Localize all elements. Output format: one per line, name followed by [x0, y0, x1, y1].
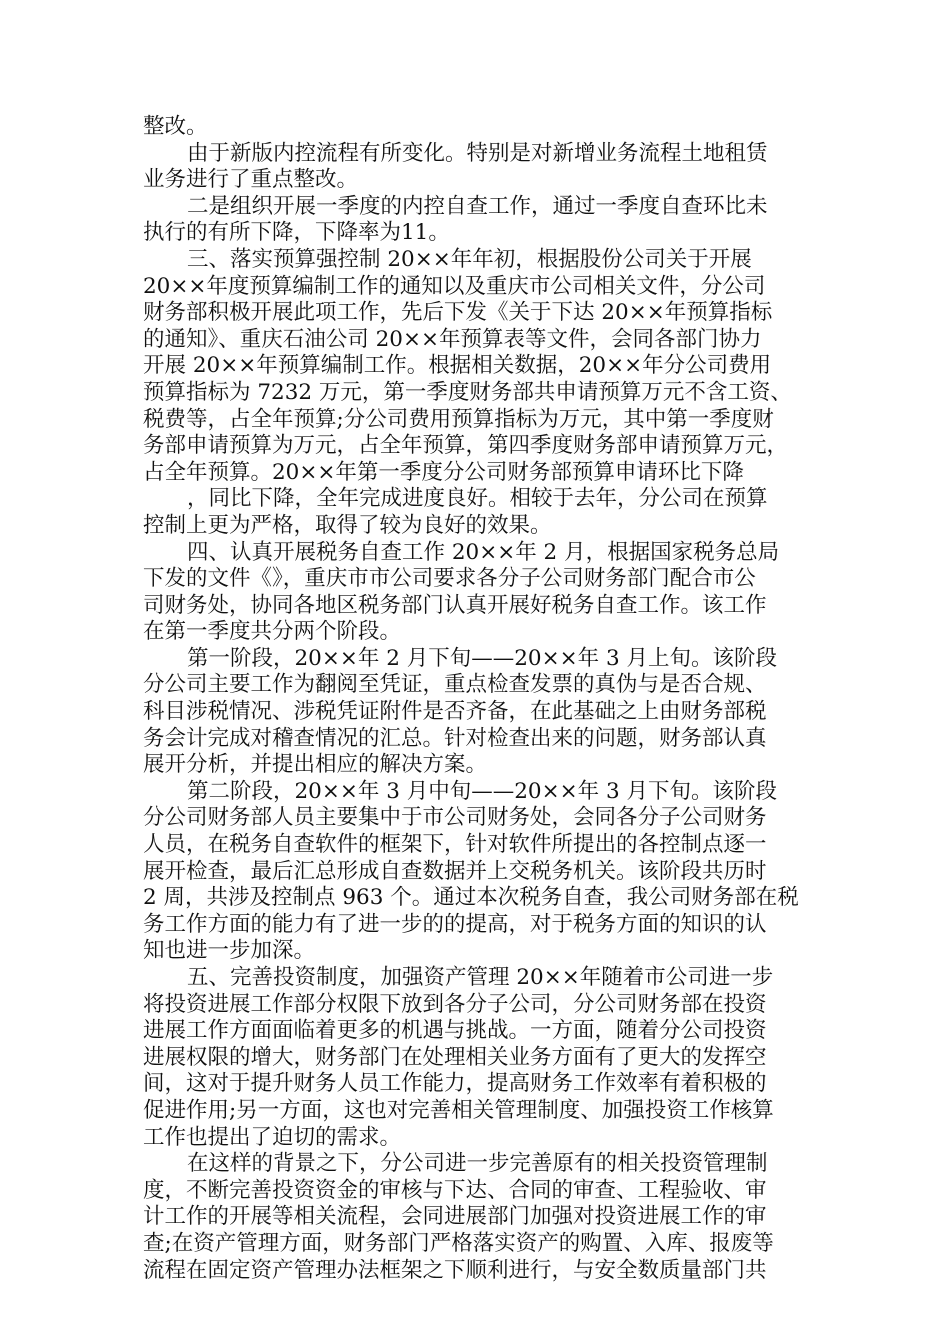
text-line: 下发的文件《》，重庆市市公司要求各分子公司财务部门配合市公 [143, 566, 756, 592]
text-line: 第二阶段，20××年 3 月中旬——20××年 3 月下旬。该阶段 [187, 778, 777, 804]
text-line: 展开检查，最后汇总形成自查数据并上交税务机关。该阶段共历时 [143, 858, 767, 884]
text-line: 进展权限的增大，财务部门在处理相关业务方面有了更大的发挥空 [143, 1044, 767, 1070]
text-line: 间，这对于提升财务人员工作能力，提高财务工作效率有着积极的 [143, 1071, 767, 1097]
text-line: 分公司财务部人员主要集中于市公司财务处，会同各分子公司财务 [143, 805, 767, 831]
text-line: 查;在资产管理方面，财务部门严格落实资产的购置、入库、报废等 [143, 1230, 774, 1256]
text-line: 科目涉税情况、涉税凭证附件是否齐备，在此基础之上由财务部税 [143, 699, 767, 725]
text-line: 财务部积极开展此项工作，先后下发《关于下达 20××年预算指标 [143, 300, 773, 326]
text-line: 促进作用;另一方面，这也对完善相关管理制度、加强投资工作核算 [143, 1097, 774, 1123]
text-line: 由于新版内控流程有所变化。特别是对新增业务流程土地租赁 [187, 140, 768, 166]
text-line: 二是组织开展一季度的内控自查工作，通过一季度自查环比未 [187, 193, 768, 219]
text-line: 务部申请预算为万元，占全年预算，第四季度财务部申请预算万元， [143, 433, 789, 459]
text-line: 度，不断完善投资资金的审核与下达、合同的审查、工程验收、审 [143, 1177, 767, 1203]
text-line: 工作也提出了迫切的需求。 [143, 1124, 402, 1150]
text-line: 开展 20××年预算编制工作。根据相关数据，20××年分公司费用 [143, 353, 772, 379]
text-line: 执行的有所下降，下降率为11。 [143, 220, 450, 246]
text-line: 进展工作方面面临着更多的机遇与挑战。一方面，随着分公司投资 [143, 1018, 767, 1044]
text-line: 展开分析，并提出相应的解决方案。 [143, 752, 488, 778]
text-line: 五、完善投资制度，加强资产管理 20××年随着市公司进一步 [187, 965, 774, 990]
text-line: 整改。 [143, 114, 208, 139]
text-line: 业务进行了重点整改。 [143, 167, 359, 193]
text-line: 2 周，共涉及控制点 963 个。通过本次税务自查，我公司财务部在税 [143, 885, 799, 911]
text-line: 第一阶段，20××年 2 月下旬——20××年 3 月上旬。该阶段 [187, 645, 777, 671]
text-line: 的通知》、重庆石油公司 20××年预算表等文件，会同各部门协力 [143, 326, 762, 352]
text-line: 控制上更为严格，取得了较为良好的效果。 [143, 512, 552, 538]
text-line: 分公司主要工作为翻阅至凭证，重点检查发票的真伪与是否合规、 [143, 672, 767, 698]
text-line: 在第一季度共分两个阶段。 [143, 619, 402, 645]
text-line: 务工作方面的能力有了进一步的的提高，对于税务方面的知识的认 [143, 911, 767, 937]
text-line: 司财务处，协同各地区税务部门认真开展好税务自查工作。该工作 [143, 592, 767, 618]
text-line: 计工作的开展等相关流程，会同进展部门加强对投资进展工作的审 [143, 1204, 767, 1230]
text-line: 人员，在税务自查软件的框架下，针对软件所提出的各控制点逐一 [143, 832, 767, 858]
text-line: 知也进一步加深。 [143, 938, 316, 964]
text-line: 预算指标为 7232 万元，第一季度财务部共申请预算万元不含工资、 [143, 379, 792, 405]
text-line: 三、落实预算强控制 20××年年初，根据股份公司关于开展 [187, 246, 752, 272]
text-line: 将投资进展工作部分权限下放到各分子公司，分公司财务部在投资 [143, 991, 767, 1017]
text-line: 20××年度预算编制工作的通知以及重庆市公司相关文件，分公司 [143, 273, 766, 299]
text-line: ，同比下降，全年完成进度良好。相较于去年，分公司在预算 [187, 486, 768, 512]
text-line: 占全年预算。20××年第一季度分公司财务部预算申请环比下降 [143, 459, 744, 485]
text-line: 流程在固定资产管理办法框架之下顺利进行，与安全数质量部门共 [143, 1257, 767, 1283]
text-line: 四、认真开展税务自查工作 20××年 2 月，根据国家税务总局 [187, 539, 780, 565]
document-body [143, 114, 818, 1284]
text-line: 税费等，占全年预算;分公司费用预算指标为万元，其中第一季度财 [143, 406, 774, 432]
text-line: 务会计完成对稽查情况的汇总。针对检查出来的问题，财务部认真 [143, 725, 767, 751]
text-line: 在这样的背景之下，分公司进一步完善原有的相关投资管理制 [187, 1151, 768, 1177]
